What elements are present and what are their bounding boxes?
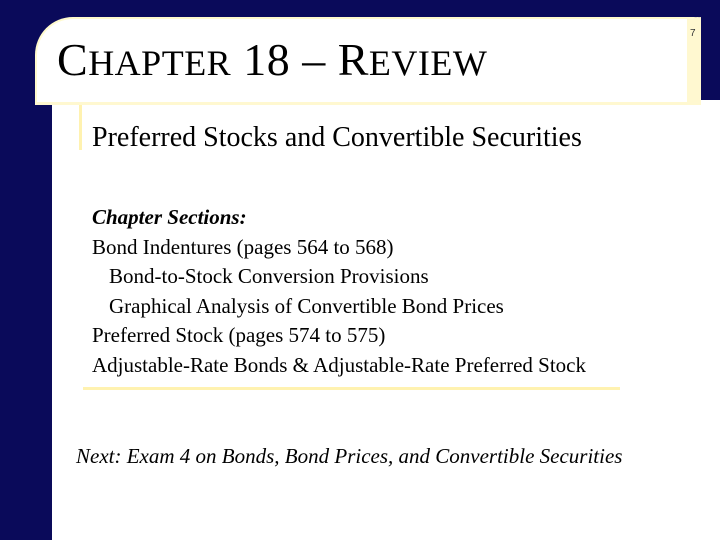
- title-number: 18 –: [231, 34, 338, 85]
- title-review: EVIEW: [368, 43, 488, 83]
- title-chapter: HAPTER: [88, 43, 232, 83]
- next-exam-note: Next: Exam 4 on Bonds, Bond Prices, and Convertible Securities: [76, 444, 623, 468]
- section-item: Bond Indentures (pages 564 to 568): [92, 234, 394, 259]
- section-item: Preferred Stock (pages 574 to 575): [92, 323, 386, 347]
- divider-line: [83, 387, 620, 390]
- subtitle-accent-line: [79, 105, 82, 150]
- slide-title: [57, 36, 487, 87]
- slide-number: 7: [690, 28, 696, 39]
- title-initial-r: R: [337, 34, 369, 85]
- slide-subtitle: Preferred Stocks and Convertible Securities: [92, 122, 582, 153]
- section-subitem: Bond-to-Stock Conversion Provisions: [109, 264, 429, 288]
- title-initial-c: C: [57, 34, 89, 85]
- chapter-sections: [92, 203, 586, 380]
- section-subitem: Graphical Analysis of Convertible Bond Prices: [109, 293, 504, 318]
- section-item: Adjustable-Rate Bonds & Adjustable-Rate Preferred Stock: [92, 352, 586, 377]
- sections-heading: Chapter Sections:: [92, 205, 247, 229]
